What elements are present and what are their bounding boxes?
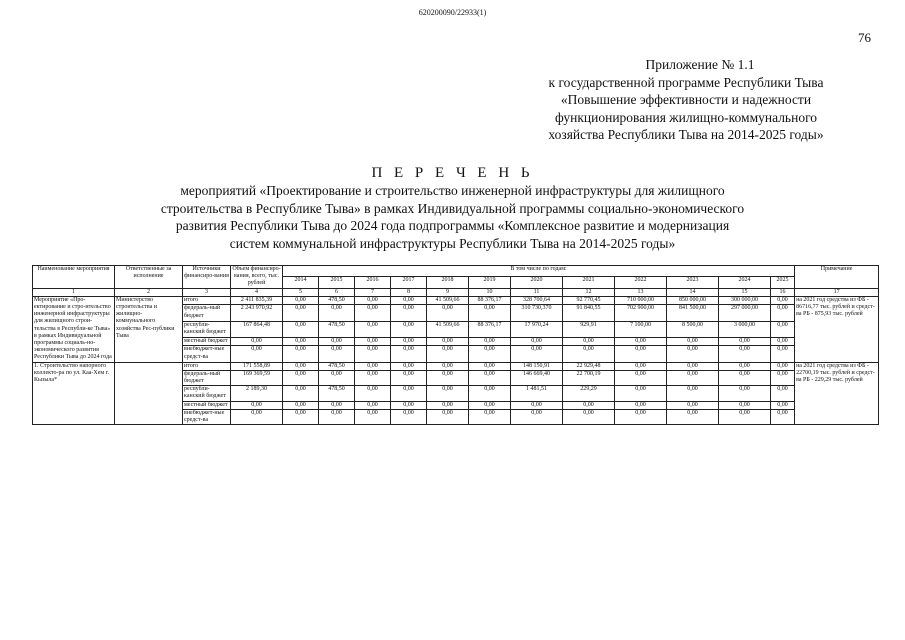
column-number: 5 bbox=[283, 288, 319, 296]
year-value-cell: 0,00 bbox=[355, 409, 391, 424]
year-value-cell: 0,00 bbox=[719, 362, 771, 370]
year-value-cell: 17 970,24 bbox=[511, 321, 563, 337]
year-value-cell: 88 376,17 bbox=[469, 296, 511, 305]
header-year: 2024 bbox=[719, 277, 771, 288]
appendix-block bbox=[506, 56, 866, 144]
column-number: 7 bbox=[355, 288, 391, 296]
header-sources: Источники финансиро-вания bbox=[183, 266, 231, 289]
year-value-cell: 0,00 bbox=[427, 337, 469, 346]
year-value-cell: 0,00 bbox=[771, 370, 795, 385]
year-value-cell: 0,00 bbox=[719, 401, 771, 409]
year-value-cell: 0,00 bbox=[667, 409, 719, 424]
year-value-cell: 0,00 bbox=[667, 401, 719, 409]
appendix-line: к государственной программе Республики Тыва bbox=[548, 74, 824, 90]
year-value-cell: 0,00 bbox=[355, 401, 391, 409]
year-value-cell: 0,00 bbox=[469, 362, 511, 370]
year-value-cell: 0,00 bbox=[771, 386, 795, 401]
year-value-cell: 0,00 bbox=[283, 370, 319, 385]
year-value-cell: 0,00 bbox=[771, 296, 795, 305]
year-value-cell: 310 730,370 bbox=[511, 305, 563, 321]
year-value-cell: 0,00 bbox=[469, 370, 511, 385]
year-value-cell: 0,00 bbox=[427, 370, 469, 385]
column-number: 9 bbox=[427, 288, 469, 296]
year-value-cell: 7 100,00 bbox=[615, 321, 667, 337]
year-value-cell: 0,00 bbox=[319, 346, 355, 362]
year-value-cell: 0,00 bbox=[391, 370, 427, 385]
year-value-cell: 1 481,51 bbox=[511, 386, 563, 401]
year-value-cell: 0,00 bbox=[719, 337, 771, 346]
year-value-cell: 0,00 bbox=[283, 362, 319, 370]
year-value-cell: 0,00 bbox=[427, 305, 469, 321]
header-year: 2017 bbox=[391, 277, 427, 288]
source-cell: республи-канский бюджет bbox=[183, 386, 231, 401]
year-value-cell: 0,00 bbox=[615, 401, 667, 409]
year-value-cell: 0,00 bbox=[615, 386, 667, 401]
year-value-cell: 0,00 bbox=[319, 409, 355, 424]
subtitle-line: строительства в Республике Тыва» в рамках Индивидуальной программы социально-экономического bbox=[160, 200, 745, 216]
column-number: 4 bbox=[231, 288, 283, 296]
total-cell: 167 864,48 bbox=[231, 321, 283, 337]
year-value-cell: 0,00 bbox=[469, 346, 511, 362]
year-value-cell: 850 000,00 bbox=[667, 296, 719, 305]
header-year: 2020 bbox=[511, 277, 563, 288]
year-value-cell: 92 770,45 bbox=[563, 296, 615, 305]
column-number: 10 bbox=[469, 288, 511, 296]
year-value-cell: 0,00 bbox=[283, 305, 319, 321]
year-value-cell: 0,00 bbox=[283, 386, 319, 401]
year-value-cell: 0,00 bbox=[391, 321, 427, 337]
header-year: 2023 bbox=[667, 277, 719, 288]
column-number: 1 bbox=[33, 288, 115, 296]
year-value-cell: 0,00 bbox=[427, 346, 469, 362]
year-value-cell: 478,50 bbox=[319, 321, 355, 337]
year-value-cell: 0,00 bbox=[563, 401, 615, 409]
year-value-cell: 0,00 bbox=[319, 370, 355, 385]
year-value-cell: 0,00 bbox=[283, 409, 319, 424]
year-value-cell: 0,00 bbox=[283, 321, 319, 337]
year-value-cell: 91 840,55 bbox=[563, 305, 615, 321]
year-value-cell: 478,50 bbox=[319, 296, 355, 305]
year-value-cell: 8 500,00 bbox=[667, 321, 719, 337]
year-value-cell: 0,00 bbox=[469, 305, 511, 321]
year-value-cell: 0,00 bbox=[771, 305, 795, 321]
year-value-cell: 0,00 bbox=[391, 305, 427, 321]
year-value-cell: 297 000,00 bbox=[719, 305, 771, 321]
measures-table bbox=[32, 265, 879, 425]
note-cell: на 2021 год средства из ФБ - 22700,19 тыс. рублей и средст-ва РБ - 229,29 тыс. рублей bbox=[795, 362, 879, 425]
year-value-cell: 146 669,40 bbox=[511, 370, 563, 385]
year-value-cell: 0,00 bbox=[355, 386, 391, 401]
year-value-cell: 710 000,00 bbox=[615, 296, 667, 305]
page-number: 76 bbox=[858, 30, 871, 45]
column-number: 14 bbox=[667, 288, 719, 296]
year-value-cell: 0,00 bbox=[391, 409, 427, 424]
year-value-cell: 0,00 bbox=[771, 346, 795, 362]
column-number: 6 bbox=[319, 288, 355, 296]
year-value-cell: 0,00 bbox=[771, 337, 795, 346]
year-value-cell: 0,00 bbox=[355, 370, 391, 385]
source-cell: республи-канский бюджет bbox=[183, 321, 231, 337]
year-value-cell: 702 900,00 bbox=[615, 305, 667, 321]
total-cell: 2 411 835,39 bbox=[231, 296, 283, 305]
column-number: 2 bbox=[115, 288, 183, 296]
source-cell: внебюджет-ные средст-ва bbox=[183, 409, 231, 424]
source-cell: местный бюджет bbox=[183, 337, 231, 346]
table-row bbox=[33, 362, 879, 370]
year-value-cell: 0,00 bbox=[615, 337, 667, 346]
year-value-cell: 0,00 bbox=[719, 386, 771, 401]
year-value-cell: 0,00 bbox=[391, 401, 427, 409]
year-value-cell: 478,50 bbox=[319, 362, 355, 370]
year-value-cell: 41 509,66 bbox=[427, 296, 469, 305]
header-year: 2021 bbox=[563, 277, 615, 288]
year-value-cell: 0,00 bbox=[319, 337, 355, 346]
year-value-cell: 0,00 bbox=[283, 346, 319, 362]
total-cell: 2 243 970,92 bbox=[231, 305, 283, 321]
total-cell: 0,00 bbox=[231, 337, 283, 346]
year-value-cell: 0,00 bbox=[511, 337, 563, 346]
appendix-line: функционирования жилищно-коммунального bbox=[554, 109, 818, 125]
header-years-group: В том числе по годам: bbox=[283, 266, 795, 277]
source-cell: итого bbox=[183, 362, 231, 370]
measure-name-cell: Мероприятие «Про-ектирование и стро-ительство инженерной инфраструктуры для жилищного строи-тельства в Республи-ке Тыва» в рамках Индивидуальной программы социаль-но-экономического развития Республики Тыва до 2024 года bbox=[33, 296, 115, 362]
year-value-cell: 0,00 bbox=[355, 362, 391, 370]
year-value-cell: 0,00 bbox=[615, 362, 667, 370]
year-value-cell: 0,00 bbox=[511, 409, 563, 424]
year-value-cell: 0,00 bbox=[427, 401, 469, 409]
year-value-cell: 0,00 bbox=[355, 321, 391, 337]
year-value-cell: 0,00 bbox=[355, 337, 391, 346]
year-value-cell: 88 376,17 bbox=[469, 321, 511, 337]
year-value-cell: 0,00 bbox=[469, 386, 511, 401]
source-cell: местный бюджет bbox=[183, 401, 231, 409]
year-value-cell: 0,00 bbox=[511, 346, 563, 362]
year-value-cell: 0,00 bbox=[667, 370, 719, 385]
total-cell: 169 369,59 bbox=[231, 370, 283, 385]
table-row bbox=[33, 296, 879, 305]
year-value-cell: 0,00 bbox=[283, 337, 319, 346]
year-value-cell: 148 150,91 bbox=[511, 362, 563, 370]
year-value-cell: 0,00 bbox=[427, 362, 469, 370]
year-value-cell: 0,00 bbox=[563, 346, 615, 362]
column-number: 15 bbox=[719, 288, 771, 296]
year-value-cell: 929,91 bbox=[563, 321, 615, 337]
header-year: 2022 bbox=[615, 277, 667, 288]
column-number: 13 bbox=[615, 288, 667, 296]
year-value-cell: 0,00 bbox=[667, 337, 719, 346]
column-number: 11 bbox=[511, 288, 563, 296]
year-value-cell: 0,00 bbox=[283, 401, 319, 409]
year-value-cell: 478,50 bbox=[319, 386, 355, 401]
year-value-cell: 0,00 bbox=[391, 296, 427, 305]
year-value-cell: 0,00 bbox=[563, 409, 615, 424]
year-value-cell: 0,00 bbox=[615, 409, 667, 424]
column-number: 3 bbox=[183, 288, 231, 296]
year-value-cell: 0,00 bbox=[667, 362, 719, 370]
year-value-cell: 22 929,48 bbox=[563, 362, 615, 370]
year-value-cell: 0,00 bbox=[719, 346, 771, 362]
year-value-cell: 41 509,66 bbox=[427, 321, 469, 337]
document-subtitle bbox=[60, 182, 845, 252]
year-value-cell: 0,00 bbox=[667, 346, 719, 362]
header-volume: Объем финансиро-вания, всего, тыс. рублей bbox=[232, 266, 281, 287]
year-value-cell: 0,00 bbox=[391, 337, 427, 346]
column-number: 12 bbox=[563, 288, 615, 296]
subtitle-line: систем коммунальной инфраструктуры Республики Тыва на 2014-2025 годы» bbox=[229, 235, 676, 251]
source-cell: федераль-ный бюджет bbox=[183, 305, 231, 321]
year-value-cell: 0,00 bbox=[469, 401, 511, 409]
subtitle-line: мероприятий «Проектирование и строительство инженерной инфраструктуры для жилищного bbox=[180, 183, 725, 198]
header-year: 2019 bbox=[469, 277, 511, 288]
year-value-cell: 0,00 bbox=[771, 409, 795, 424]
header-year: 2015 bbox=[319, 277, 355, 288]
year-value-cell: 0,00 bbox=[355, 305, 391, 321]
header-note: Примечание bbox=[795, 266, 879, 289]
header-year: 2016 bbox=[355, 277, 391, 288]
header-name: Наименование мероприятия bbox=[33, 266, 115, 289]
year-value-cell: 0,00 bbox=[771, 401, 795, 409]
year-value-cell: 3 000,00 bbox=[719, 321, 771, 337]
executor-cell: Министерство строительства и жилищно-коммунального хозяйства Рес-публики Тыва bbox=[115, 296, 183, 362]
appendix-line: Приложение № 1.1 bbox=[645, 57, 755, 72]
column-number: 17 bbox=[795, 288, 879, 296]
year-value-cell: 0,00 bbox=[469, 337, 511, 346]
appendix-line: хозяйства Республики Тыва на 2014-2025 годы» bbox=[548, 127, 824, 142]
year-value-cell: 0,00 bbox=[319, 305, 355, 321]
total-cell: 0,00 bbox=[231, 409, 283, 424]
total-cell: 171 558,89 bbox=[231, 362, 283, 370]
year-value-cell: 0,00 bbox=[771, 362, 795, 370]
year-value-cell: 841 500,00 bbox=[667, 305, 719, 321]
year-value-cell: 0,00 bbox=[391, 386, 427, 401]
year-value-cell: 0,00 bbox=[563, 337, 615, 346]
year-value-cell: 0,00 bbox=[319, 401, 355, 409]
year-value-cell: 0,00 bbox=[355, 346, 391, 362]
year-value-cell: 229,29 bbox=[563, 386, 615, 401]
year-value-cell: 0,00 bbox=[667, 386, 719, 401]
header-year: 2025 bbox=[771, 277, 795, 288]
executor-cell bbox=[115, 362, 183, 425]
header-year: 2018 bbox=[427, 277, 469, 288]
subtitle-line: развития Республики Тыва до 2024 года подпрограммы «Комплексное развитие и модернизация bbox=[175, 218, 730, 234]
year-value-cell: 0,00 bbox=[391, 346, 427, 362]
year-value-cell: 300 000,00 bbox=[719, 296, 771, 305]
source-cell: федераль-ный бюджет bbox=[183, 370, 231, 385]
year-value-cell: 0,00 bbox=[469, 409, 511, 424]
year-value-cell: 0,00 bbox=[355, 296, 391, 305]
year-value-cell: 0,00 bbox=[615, 346, 667, 362]
header-year: 2014 bbox=[283, 277, 319, 288]
year-value-cell: 328 700,64 bbox=[511, 296, 563, 305]
document-title: П Е Р Е Ч Е Н Ь bbox=[371, 165, 534, 181]
note-cell: на 2021 год средства из ФБ - 86716,77 тыс. рублей и средст-ва РБ - 875,93 тыс. рублей bbox=[795, 296, 879, 362]
measure-name-cell: 1. Строительство напорного коллекто-ра по ул. Каа-Хем г. Кызыла* bbox=[33, 362, 115, 425]
source-cell: внебюджет-ные средст-ва bbox=[183, 346, 231, 362]
total-cell: 0,00 bbox=[231, 401, 283, 409]
total-cell: 2 189,30 bbox=[231, 386, 283, 401]
year-value-cell: 0,00 bbox=[771, 321, 795, 337]
document-id: 620200090/22933(1) bbox=[418, 8, 487, 17]
total-cell: 0,00 bbox=[231, 346, 283, 362]
year-value-cell: 22 700,19 bbox=[563, 370, 615, 385]
year-value-cell: 0,00 bbox=[615, 370, 667, 385]
source-cell: итого bbox=[183, 296, 231, 305]
year-value-cell: 0,00 bbox=[427, 386, 469, 401]
column-number: 16 bbox=[771, 288, 795, 296]
year-value-cell: 0,00 bbox=[283, 296, 319, 305]
year-value-cell: 0,00 bbox=[511, 401, 563, 409]
year-value-cell: 0,00 bbox=[391, 362, 427, 370]
header-executor: Ответственные за исполнение bbox=[115, 266, 183, 289]
year-value-cell: 0,00 bbox=[719, 370, 771, 385]
year-value-cell: 0,00 bbox=[427, 409, 469, 424]
column-number: 8 bbox=[391, 288, 427, 296]
year-value-cell: 0,00 bbox=[719, 409, 771, 424]
appendix-line: «Повышение эффективности и надежности bbox=[560, 92, 812, 107]
